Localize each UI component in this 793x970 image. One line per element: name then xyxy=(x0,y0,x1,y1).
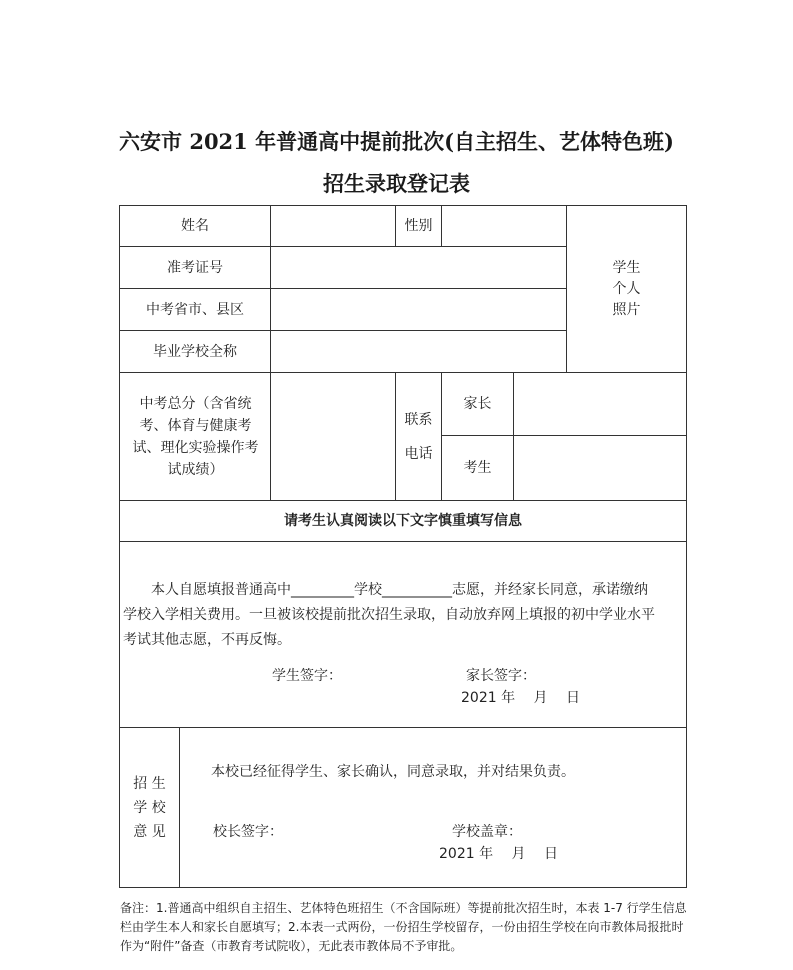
region-label: 中考省市、县区 xyxy=(146,301,244,318)
photo-label-3: 照片 xyxy=(612,301,641,318)
region-field[interactable] xyxy=(271,289,566,330)
school-opinion-label xyxy=(120,728,179,887)
footnote: 备注：1.普通高中组织自主招生、艺体特色班招生（不含国际班）等提前批次招生时，本表 1-7 行学生信息栏由学生本人和家长自愿填写；2.本表一式两份，一份招生学校留存，一份由招生学校在向市教体局报批时作为“附件”备查（市教育考试院收），无此表市教体局不予审批。 xyxy=(120,901,687,953)
school-field[interactable] xyxy=(271,331,566,372)
school-label: 毕业学校全称 xyxy=(153,343,237,360)
contact-label-1: 联系 xyxy=(404,411,433,428)
total-score-field[interactable] xyxy=(271,373,395,500)
declaration-line-1: 本人自愿填报普通高中_________学校__________志愿，并经家长同意，承诺缴纳 xyxy=(151,582,648,598)
declaration-line-2: 学校入学相关费用。一旦被该校提前批次招生录取，自动放弃网上填报的初中学业水平 xyxy=(123,607,655,623)
photo-label-2: 个人 xyxy=(612,280,641,297)
parent-signature[interactable]: 家长签字： xyxy=(466,668,536,684)
gender-field[interactable] xyxy=(442,206,566,246)
student-label: 考生 xyxy=(463,460,492,476)
contact-phone-label xyxy=(396,373,441,500)
declaration-date[interactable]: 2021 年 月 日 xyxy=(461,690,580,706)
contact-label-2: 电话 xyxy=(404,445,433,462)
opinion-label-1: 招 生 xyxy=(133,775,166,792)
total-score-label: 中考总分（含省统考、体育与健康考试、理化实验操作考试成绩） xyxy=(132,395,259,478)
opinion-label-2: 学 校 xyxy=(133,799,166,816)
declaration-line-3: 考试其他志愿，不再反悔。 xyxy=(123,632,291,648)
form-subtitle: 招生录取登记表 xyxy=(323,171,470,196)
exam-id-field[interactable] xyxy=(271,247,566,288)
school-seal[interactable]: 学校盖章： xyxy=(452,824,522,840)
form-title: 六安市 2021 年普通高中提前批次(自主招生、艺体特色班) xyxy=(119,129,674,154)
photo-box[interactable] xyxy=(567,206,686,372)
photo-label-1: 学生 xyxy=(612,259,641,276)
gender-label: 性别 xyxy=(404,218,433,234)
notice-heading: 请考生认真阅读以下文字慎重填写信息 xyxy=(284,513,522,529)
student-signature[interactable]: 学生签字： xyxy=(272,668,342,684)
parent-phone-field[interactable] xyxy=(514,373,686,435)
exam-id-label: 准考证号 xyxy=(167,259,223,276)
school-opinion-text: 本校已经征得学生、家长确认，同意录取，并对结果负责。 xyxy=(211,764,575,780)
parent-label: 家长 xyxy=(463,396,492,412)
name-label: 姓名 xyxy=(181,218,209,234)
student-phone-field[interactable] xyxy=(514,436,686,500)
school-opinion-date[interactable]: 2021 年 月 日 xyxy=(439,846,558,862)
principal-signature[interactable]: 校长签字： xyxy=(213,824,283,840)
opinion-label-3: 意 见 xyxy=(133,823,166,840)
name-field[interactable] xyxy=(271,206,395,246)
